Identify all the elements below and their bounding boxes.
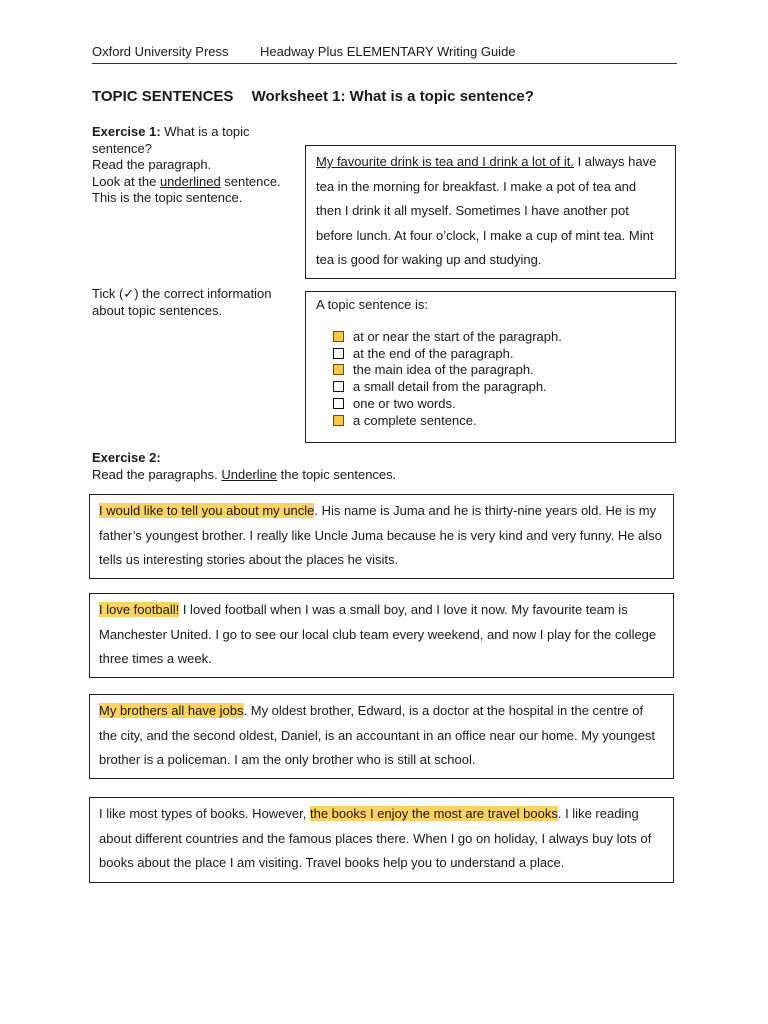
highlighted-topic-sentence: the books I enjoy the most are travel books bbox=[309, 806, 558, 821]
paragraph-box-4: I like most types of books. However, the books I enjoy the most are travel books. I like reading about different countries and the famous places there. When I go on holiday, I always buy lots of books about the place I am visiting. Travel books help you to understand a place. bbox=[89, 797, 674, 883]
paragraph-box-2: I love football! I loved football when I was a small boy, and I love it now. My favourite team is Manchester United. I go to see our local club team every weekend, and now I play for the college three times a week. bbox=[89, 593, 674, 678]
topic-heading: TOPIC SENTENCES bbox=[92, 88, 234, 105]
option-item[interactable] bbox=[316, 412, 665, 429]
options-lead: A topic sentence is: bbox=[316, 297, 429, 312]
option-item[interactable] bbox=[316, 345, 665, 362]
option-item[interactable] bbox=[316, 328, 665, 345]
page-title bbox=[92, 88, 534, 105]
option-label: at or near the start of the paragraph. bbox=[353, 328, 562, 344]
option-label: the main idea of the paragraph. bbox=[353, 362, 534, 378]
option-label: at the end of the paragraph. bbox=[353, 345, 514, 361]
exercise1-line3: Look at the underlined sentence. bbox=[92, 173, 281, 189]
checked-checkbox[interactable] bbox=[333, 364, 344, 375]
sample-topic-sentence: My favourite drink is tea and I drink a lot of it. bbox=[316, 154, 574, 169]
tick-mark-icon: ✓ bbox=[123, 286, 135, 301]
unchecked-checkbox[interactable] bbox=[333, 381, 344, 392]
highlighted-topic-sentence: I love football! bbox=[99, 602, 180, 617]
tick-instructions: Tick (✓) the correct information about topic sentences. bbox=[92, 286, 272, 318]
highlighted-topic-sentence: I would like to tell you about my uncle bbox=[99, 503, 315, 518]
page-header bbox=[92, 44, 677, 64]
exercise2-label: Exercise 2: bbox=[92, 450, 161, 465]
option-item[interactable] bbox=[316, 378, 665, 395]
book-title: Headway Plus ELEMENTARY Writing Guide bbox=[260, 44, 516, 59]
option-label: a small detail from the paragraph. bbox=[353, 379, 547, 395]
option-item[interactable] bbox=[316, 395, 665, 412]
publisher-name: Oxford University Press bbox=[92, 44, 229, 59]
highlighted-topic-sentence: My brothers all have jobs bbox=[99, 703, 244, 718]
option-label: one or two words. bbox=[353, 396, 456, 412]
exercise2-instructions: Exercise 2: Read the paragraphs. Underline the topic sentences. bbox=[92, 450, 492, 483]
paragraph-box-1: I would like to tell you about my uncle. His name is Juma and he is thirty-nine years old. He is my father’s youngest brother. I really like Uncle Juma because he is very kind and very funny. He also tells us interesting stories about the places he visits. bbox=[89, 494, 674, 579]
topic-sentence-options-box bbox=[305, 291, 676, 443]
checked-checkbox[interactable] bbox=[333, 415, 344, 426]
exercise1-question: Exercise 1: What is a topic sentence? bbox=[92, 124, 250, 156]
unchecked-checkbox[interactable] bbox=[333, 398, 344, 409]
option-item[interactable] bbox=[316, 362, 665, 379]
unchecked-checkbox[interactable] bbox=[333, 348, 344, 359]
exercise1-label: Exercise 1: bbox=[92, 124, 161, 139]
sample-paragraph-box bbox=[305, 145, 676, 279]
exercise1-instructions bbox=[92, 124, 307, 207]
exercise1-line4: This is the topic sentence. bbox=[92, 190, 243, 205]
option-label: a complete sentence. bbox=[353, 412, 477, 428]
paragraph-box-3: My brothers all have jobs. My oldest brother, Edward, is a doctor at the hospital in the centre of the city, and the second oldest, Daniel, is an accountant in an office near our home. My youngest brother is a policeman. I am the only brother who is still at school. bbox=[89, 694, 674, 779]
options-list bbox=[316, 328, 665, 429]
sample-paragraph-rest: I always have tea in the morning for breakfast. I make a pot of tea and then I drink it all myself. Sometimes I have another pot before lunch. At four o’clock, I make a cup of mint tea. Mint tea is good for waking up and studying. bbox=[316, 154, 657, 267]
exercise1-line2: Read the paragraph. bbox=[92, 157, 212, 172]
worksheet-heading: Worksheet 1: What is a topic sentence? bbox=[251, 88, 534, 105]
checked-checkbox[interactable] bbox=[333, 331, 344, 342]
